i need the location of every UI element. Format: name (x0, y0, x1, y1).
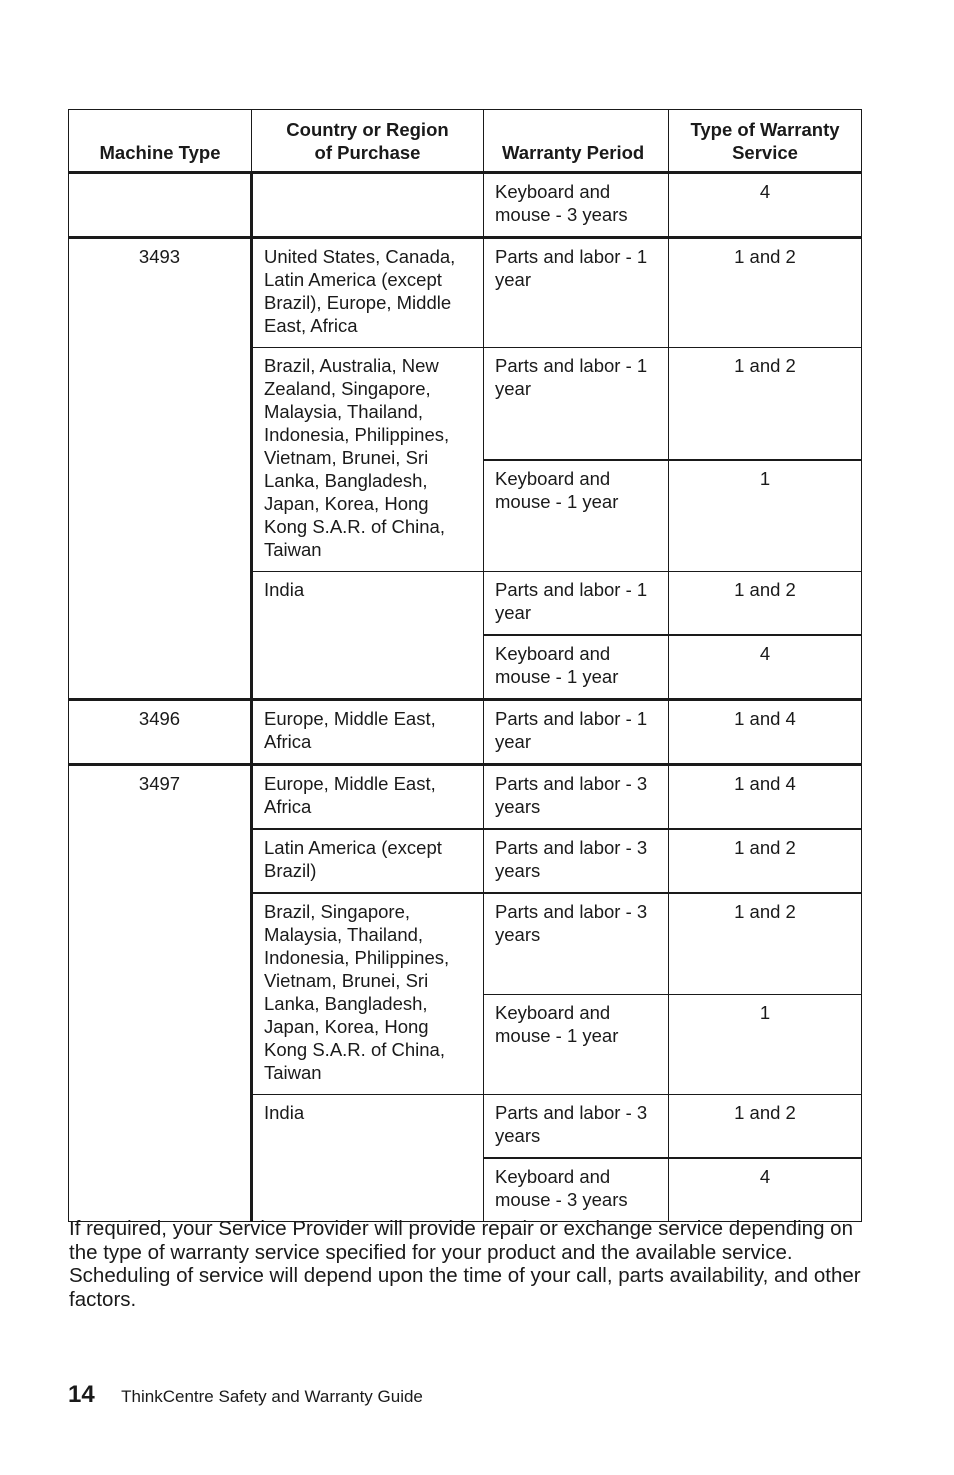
period-cell: Keyboard and mouse - 3 years (484, 1158, 669, 1222)
period-cell: Parts and labor - 3 years (484, 893, 669, 994)
country-cell: Europe, Middle East, Africa (252, 765, 484, 830)
country-cell: India (252, 572, 484, 700)
table-row (69, 173, 862, 238)
service-cell: 1 and 2 (669, 893, 862, 994)
header-country (252, 110, 484, 173)
table-row (69, 700, 862, 765)
service-cell: 1 and 2 (669, 829, 862, 893)
country-cell (252, 173, 484, 238)
period-cell: Keyboard and mouse - 3 years (484, 173, 669, 238)
service-cell: 1 and 2 (669, 1095, 862, 1159)
header-machine-type: Machine Type (69, 110, 252, 173)
table-header-row (69, 110, 862, 173)
service-cell: 1 and 4 (669, 765, 862, 830)
machine-type-cell: 3496 (69, 700, 252, 765)
country-cell: India (252, 1095, 484, 1222)
header-service-line2: Service (732, 142, 798, 163)
period-cell: Parts and labor - 3 years (484, 1095, 669, 1159)
service-cell: 4 (669, 635, 862, 700)
period-cell: Parts and labor - 3 years (484, 829, 669, 893)
period-cell: Keyboard and mouse - 1 year (484, 460, 669, 572)
period-cell: Parts and labor - 1 year (484, 700, 669, 765)
header-country-line2: of Purchase (314, 142, 421, 163)
header-country-line1: Country or Region (286, 119, 449, 140)
table-row (69, 238, 862, 348)
header-warranty-period: Warranty Period (484, 110, 669, 173)
service-cell: 1 and 4 (669, 700, 862, 765)
service-cell: 1 and 2 (669, 238, 862, 348)
service-cell: 4 (669, 1158, 862, 1222)
country-cell: United States, Canada, Latin America (except Brazil), Europe, Middle East, Africa (252, 238, 484, 348)
period-cell: Parts and labor - 1 year (484, 572, 669, 636)
period-cell: Parts and labor - 1 year (484, 238, 669, 348)
warranty-table (68, 109, 862, 1222)
service-cell: 1 (669, 994, 862, 1094)
table-row (69, 765, 862, 830)
machine-type-cell (69, 173, 252, 238)
document-title: ThinkCentre Safety and Warranty Guide (121, 1387, 423, 1406)
header-service-line1: Type of Warranty (690, 119, 840, 140)
machine-type-cell: 3493 (69, 238, 252, 700)
machine-type-cell: 3497 (69, 765, 252, 1222)
period-cell: Keyboard and mouse - 1 year (484, 635, 669, 700)
period-cell: Parts and labor - 3 years (484, 765, 669, 830)
country-cell: Latin America (except Brazil) (252, 829, 484, 893)
country-cell: Brazil, Singapore, Malaysia, Thailand, Indonesia, Philippines, Vietnam, Brunei, Sri Lanka, Bangladesh, Japan, Korea, Hong Kong S.A.R. of China, Taiwan (252, 893, 484, 1095)
body-paragraph: If required, your Service Provider will provide repair or exchange service depending on the type of warranty service specified for your product and the available service. Scheduling of service will depend upon the time of your call, parts availability, and other factors. (69, 1217, 861, 1311)
service-cell: 1 and 2 (669, 348, 862, 460)
service-cell: 4 (669, 173, 862, 238)
period-cell: Keyboard and mouse - 1 year (484, 994, 669, 1094)
period-cell: Parts and labor - 1 year (484, 348, 669, 460)
country-cell: Brazil, Australia, New Zealand, Singapore, Malaysia, Thailand, Indonesia, Philippines, Vietnam, Brunei, Sri Lanka, Bangladesh, Japan, Korea, Hong Kong S.A.R. of China, Taiwan (252, 348, 484, 572)
page-footer (68, 1381, 423, 1409)
page-number: 14 (68, 1381, 95, 1408)
country-cell: Europe, Middle East, Africa (252, 700, 484, 765)
header-service-type (669, 110, 862, 173)
service-cell: 1 and 2 (669, 572, 862, 636)
service-cell: 1 (669, 460, 862, 572)
